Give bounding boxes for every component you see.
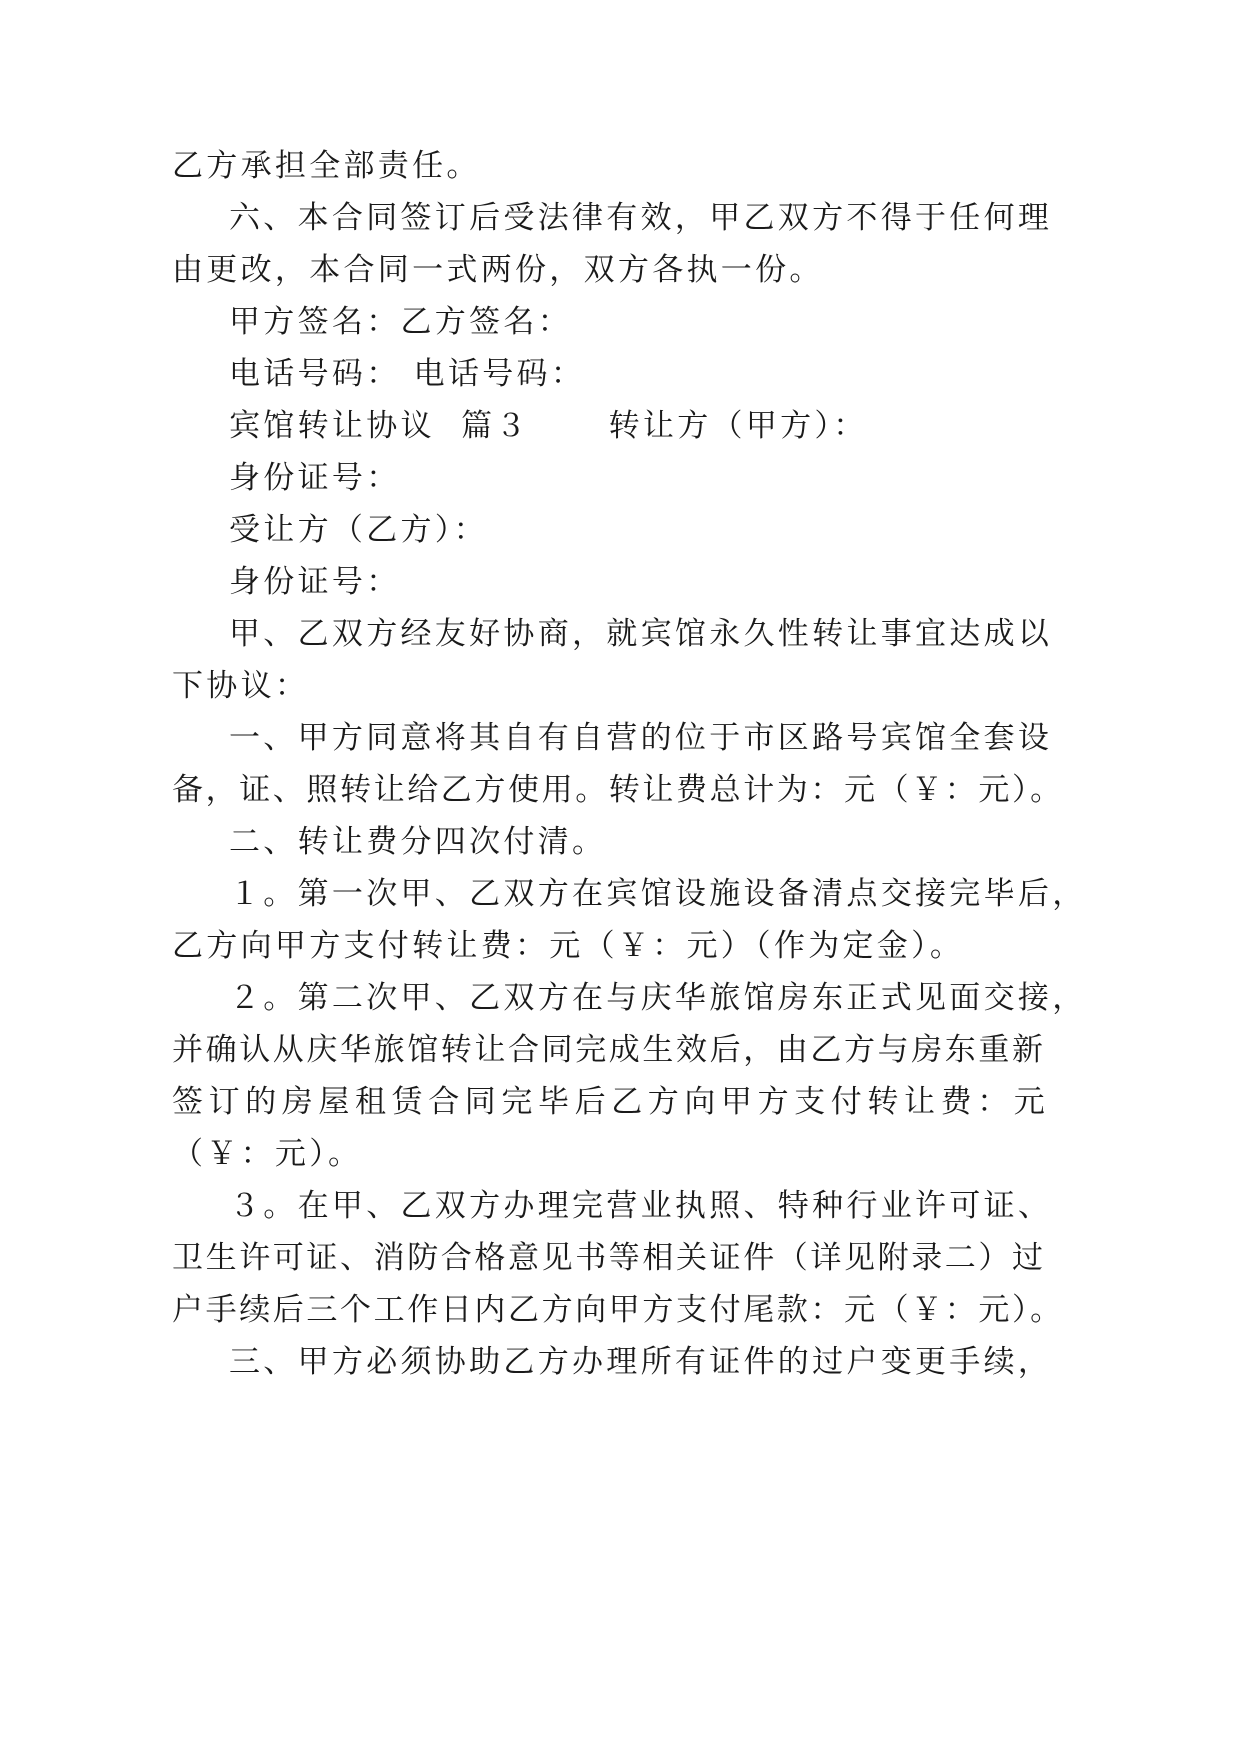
text-line-22: 卫生许可证、消防合格意见书等相关证件（详见附录二）过 <box>172 1240 1046 1276</box>
text-line-19: 签订的房屋租赁合同完毕后乙方向甲方支付转让费：元 <box>172 1084 1051 1120</box>
text-line-15: １。第一次甲、乙双方在宾馆设施设备清点交接完毕后， <box>229 876 1087 912</box>
text-line-23: 户手续后三个工作日内乙方向甲方支付尾款：元（￥：元）。 <box>172 1292 1064 1328</box>
text-line-8: 受让方（乙方）： <box>229 512 488 548</box>
text-line-7: 身份证号： <box>229 460 401 496</box>
text-line-10: 甲、乙双方经友好协商，就宾馆永久性转让事宜达成以 <box>229 616 1053 652</box>
text-line-6: 宾馆转让协议 篇３ 转让方（甲方）： <box>229 408 868 444</box>
text-line-21: ３。在甲、乙双方办理完营业执照、特种行业许可证、 <box>229 1188 1053 1224</box>
text-line-13: 备，证、照转让给乙方使用。转让费总计为：元（￥：元）。 <box>172 772 1064 808</box>
text-line-16: 乙方向甲方支付转让费：元（￥：元）（作为定金）。 <box>172 928 965 964</box>
text-line-3: 由更改，本合同一式两份，双方各执一份。 <box>172 252 824 288</box>
text-line-24: 三、甲方必须协助乙方办理所有证件的过户变更手续， <box>229 1344 1053 1380</box>
text-line-14: 二、转让费分四次付清。 <box>229 824 607 860</box>
text-line-20: （￥：元）。 <box>172 1136 363 1172</box>
text-line-5: 电话号码： 电话号码： <box>229 356 586 392</box>
text-line-11: 下协议： <box>172 668 310 704</box>
text-line-1: 乙方承担全部责任。 <box>172 148 481 184</box>
text-line-4: 甲方签名：乙方签名： <box>229 304 572 340</box>
text-line-9: 身份证号： <box>229 564 401 600</box>
text-line-2: 六、本合同签订后受法律有效，甲乙双方不得于任何理 <box>229 200 1053 236</box>
text-line-18: 并确认从庆华旅馆转让合同完成生效后，由乙方与房东重新 <box>172 1032 1046 1068</box>
text-line-12: 一、甲方同意将其自有自营的位于市区路号宾馆全套设 <box>229 720 1053 756</box>
text-line-17: ２。第二次甲、乙双方在与庆华旅馆房东正式见面交接， <box>229 980 1087 1016</box>
